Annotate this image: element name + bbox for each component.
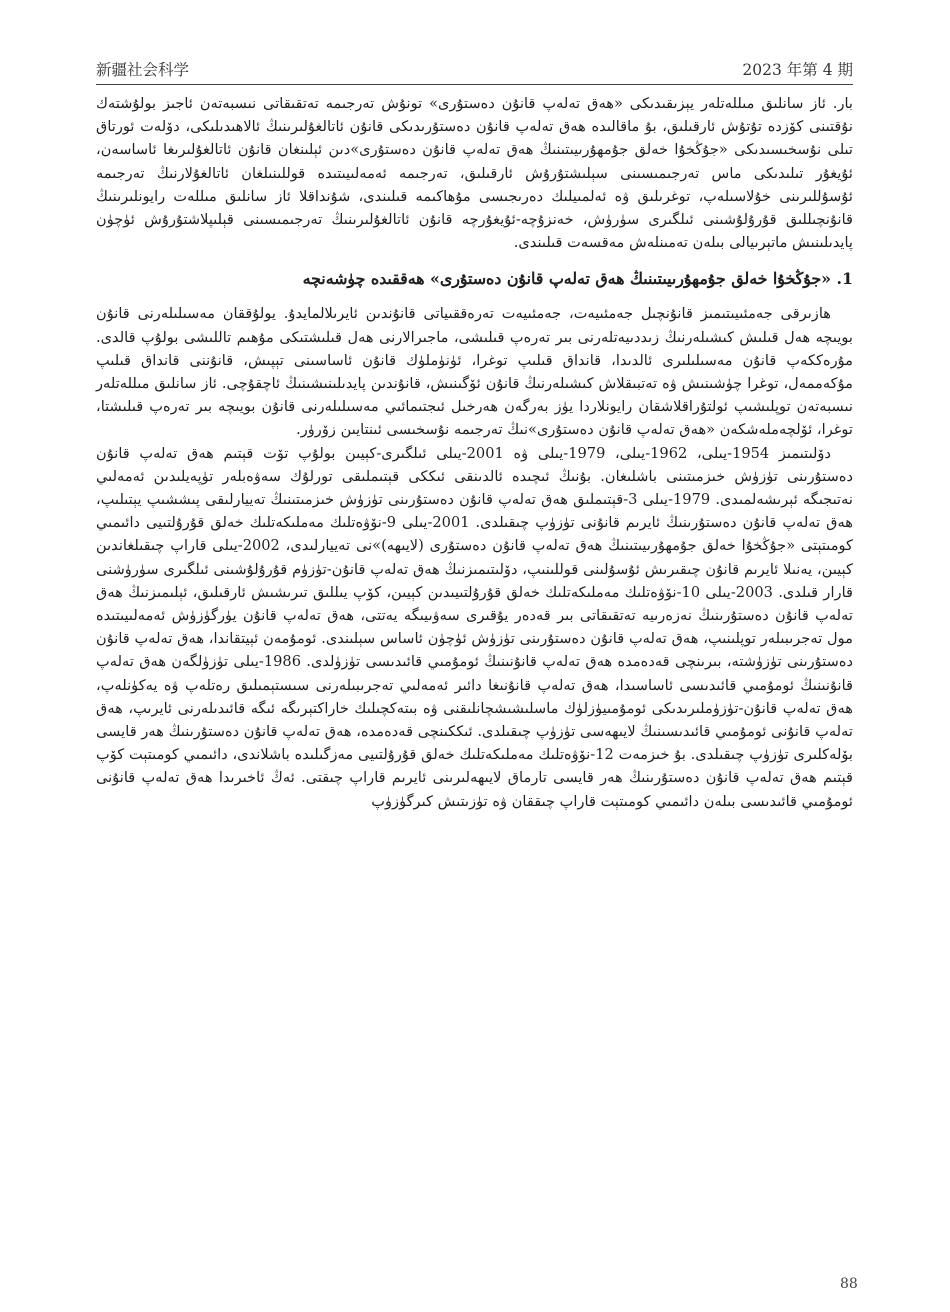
body-paragraph — [96, 302, 853, 441]
body-paragraph-text: ھازىرقى جەمئىيىتىمىز قانۇنچىل جەمئىيەت، جەمئىيەت تەرەققىياتى قانۇندىن ئايرىلالمايدۇ. يولۇققان مەسىلىلەرنى قانۇن بويىچە ھەل قىلىش كىشىلەرنىڭ زىددىيەتلەرنى بىر تەرەپ قىلىشى، ماجىرالارنى ھەل قىلىشتىكى مۇھىم تاللىشى بولۇپ قالدى. مۇرەككەپ قانۇن مەسىلىلىرى ئالدىدا، قانداق قىلىپ توغرا، ئۈنۈملۈك قانۇن ئاساسىنى تېپىش، قانۇننى قانداق قىلىپ مۇكەممەل، توغرا چۈشىنىش ۋە تەتبىقلاش كىشىلەرنىڭ قانۇن ئۆگىنىش، قانۇندىن پايدىلىنىشىنىڭ ئاچقۇچى. ئاز سانلىق مىللەتلەر نىسبەتەن توپلىشىپ ئولتۇراقلاشقان رايونلاردا يۈز بەرگەن ھەرخىل ئىجتىمائىي مەسىلىلەرنى قانۇن بويىچە بىر تەرەپ قىلىشتا، توغرا، ئۆلچەملەشكەن «ھەق تەلەپ قانۇن دەستۇرى»نىڭ تەرجىمە نۇسخىسى ئىنتايىن زۆرۈر. — [96, 305, 853, 439]
intro-paragraph-text: بار. ئاز سانلىق مىللەتلەر يېزىقىدىكى «ھەق تەلەپ قانۇن دەستۇرى» تونۇش تەرجىمە تەتقىقاتى نىسبەتەن ئاجىز بولۇشتەك نۇقتىنى كۆزدە تۇتۇش ئارقىلىق، بۇ ماقالىدە ھەق تەلەپ قانۇن دەستۇرىدىكى قانۇن ئاتالغۇلىرىنىڭ ئالاھىدىلىكى، دۆلەت ئورتاق تىلى نۇسخىسىدىكى «جۇڭخۇا خەلق جۇمھۇرىيىتىنىڭ ھەق تەلەپ قانۇن دەستۇرى»دىن ئېلىنغان قانۇن ئاتالغۇلىرىغا ئاساسەن، ئۇيغۇر تىلىدىكى ماس تەرجىمىسىنى سېلىشتۇرۇش ئارقىلىق، تەرجىمە ئەمەلىيىتىدە قوللىنىلغان ئاتالغۇلارنىڭ تەرجىمە ئۇسۇللىرىنى خۇلاسىلەپ، توغرىلىق ۋە ئەلمىيلىك دەرىجىسى مۇھاكىمە قىلىندى، شۇنداقلا ئاز سانلىق مىللەت رايونلىرىنىڭ قانۇنچىللىق قۇرۇلۇشىنى ئىلگىرى سۈرۈش، خەنزۇچە-ئۇيغۇرچە قانۇن ئاتالغۇلىرىنىڭ تەرجىمىسىنى قېلىپلاشتۇرۇش ئۈچۈن پايدىلىنىش ماتېرىيالى بىلەن تەمىنلەش مەقسەت قىلىندى. — [96, 95, 853, 252]
page-number: 88 — [840, 1276, 858, 1292]
intro-paragraph — [96, 92, 853, 254]
running-header — [96, 56, 853, 86]
journal-title: 新疆社会科学 — [96, 61, 190, 79]
body-paragraph — [96, 442, 853, 813]
article-body — [96, 92, 853, 1242]
section-heading — [96, 266, 853, 292]
header-divider — [96, 84, 853, 85]
section-title: «جۇڭخۇا خەلق جۇمھۇرىيىتىنىڭ ھەق تەلەپ قانۇن دەستۇرى» ھەققىدە چۈشەنچە — [302, 269, 831, 289]
body-paragraph-text: دۆلىتىمىز 1954-يىلى، 1962-يىلى، 1979-يىلى ۋە 2001-يىلى ئىلگىرى-كېيىن بولۇپ تۆت قېتىم ھەق تەلەپ قانۇن دەستۇرىنى تۈزۈش خىزمىتىنى باشلىغان. بۇنىڭ ئىچىدە ئالدىنقى ئىككى قېتىملىقى تورلۇك سەۋەبلەر تۈپەيلىدىن ئەمەلىي نەتىجىگە ئېرىشەلمىدى. 1979-يىلى 3-قېتىملىق ھەق تەلەپ قانۇن دەستۇرىنى تۈزۈش خىزمىتىنىڭ تەييارلىقى پىششىپ يېتىلىپ، ھەق تەلەپ قانۇن دەستۇرىنىڭ ئايرىم قانۇنى تۈزۈپ چىقىلدى. 2001-يىلى 9-نۆۋەتلىك مەملىكەتلىك خەلق قۇرۇلتىيى دائىمىي كومىتېتى «جۇڭخۇا خەلق جۇمھۇرىيىتىنىڭ ھەق تەلەپ قانۇن دەستۇرى (لايىھە)»نى تەييارلىدى، 2002-يىلى قاراپ چىقىلغاندىن كېيىن، يەنىلا ئايرىم قانۇن چىقىرىش ئۇسۇلىنى قوللىنىپ، دۆلىتىمىزنىڭ ھەق تەلەپ قانۇن-تۈزۈم قۇرۇلۇشىنى ئىلگىرى سۈرۈشنى قارار قىلدى. 2003-يىلى 10-نۆۋەتلىك مەملىكەتلىك خەلق قۇرۇلتىيىدىن كېيىن، كۆپ يىللىق تىرىشىش ئارقىلىق، ئېلىمىزنىڭ ھەق تەلەپ قانۇن دەستۇرىنىڭ نەزەرىيە تەتقىقاتى بىر قەدەر يۇقىرى سەۋىيىگە يەتتى، ھەق تەلەپ قانۇن يۈرگۈزۈش ئەمەلىيىتىدە مول تەجرىبىلەر توپلىنىپ، ھەق تەلەپ قانۇن دەستۇرىنى تۈزۈش ئۈچۈن ئاساس سېلىندى. ئومۇمەن ئېيتقاندا، ھەق تەلەپ قانۇن دەستۇرىنى تۈزۈشتە، بىرىنچى قەدەمدە ھەق تەلەپ قانۇنىنىڭ ئومۇمىي قائىدىسى تۈزۈلدى. 1986-يىلى تۈزۈلگەن ھەق تەلەپ قانۇنىنىڭ ئومۇمىي قائىدىسى ئاساسىدا، ھەق تەلەپ قانۇنىغا دائىر ئەمەلىي تەجرىبىلەرنى سىستېمىلىق رەتلەپ ۋە يەكۈنلەپ، ھەق تەلەپ قانۇن-تۈزۈملىرىدىكى ئومۇمىيۈزلۈك ماسلىشىشچانلىقنى ۋە بىتەكچىلىك خاراكتېرىگە ئىگە قائىدىلەرنى ئايرىپ، ھەق تەلەپ قانۇنى ئومۇمىي قائىدىسىنىڭ لايىھەسى تۈزۈپ چىقىلدى. ئىككىنچى قەدەمدە، ھەق تەلەپ قانۇن دەستۇرىنىڭ ھەر قايسى بۆلەكلىرى تۈزۈپ چىقىلدى. بۇ خىزمەت 12-نۆۋەتلىك مەملىكەتلىك خەلق قۇرۇلتىيى مەزگىلىدە باشلاندى، دائىمىي كومىتېت كۆپ قېتىم ھەق تەلەپ قانۇن دەستۇرىنىڭ ھەر قايسى تارماق لايىھەلىرىنى ئايرىم قاراپ چىقتى. ئەڭ ئاخىرىدا ھەق تەلەپ قانۇنى ئومۇمىي قائىدىسى بىلەن دائىمىي كومىتېت قاراپ چىققان ۋە تۈزىتىش كىرگۈزۈپ — [96, 444, 854, 810]
issue-label: 2023 年第 4 期 — [742, 61, 853, 79]
section-number: 1. — [836, 269, 853, 289]
